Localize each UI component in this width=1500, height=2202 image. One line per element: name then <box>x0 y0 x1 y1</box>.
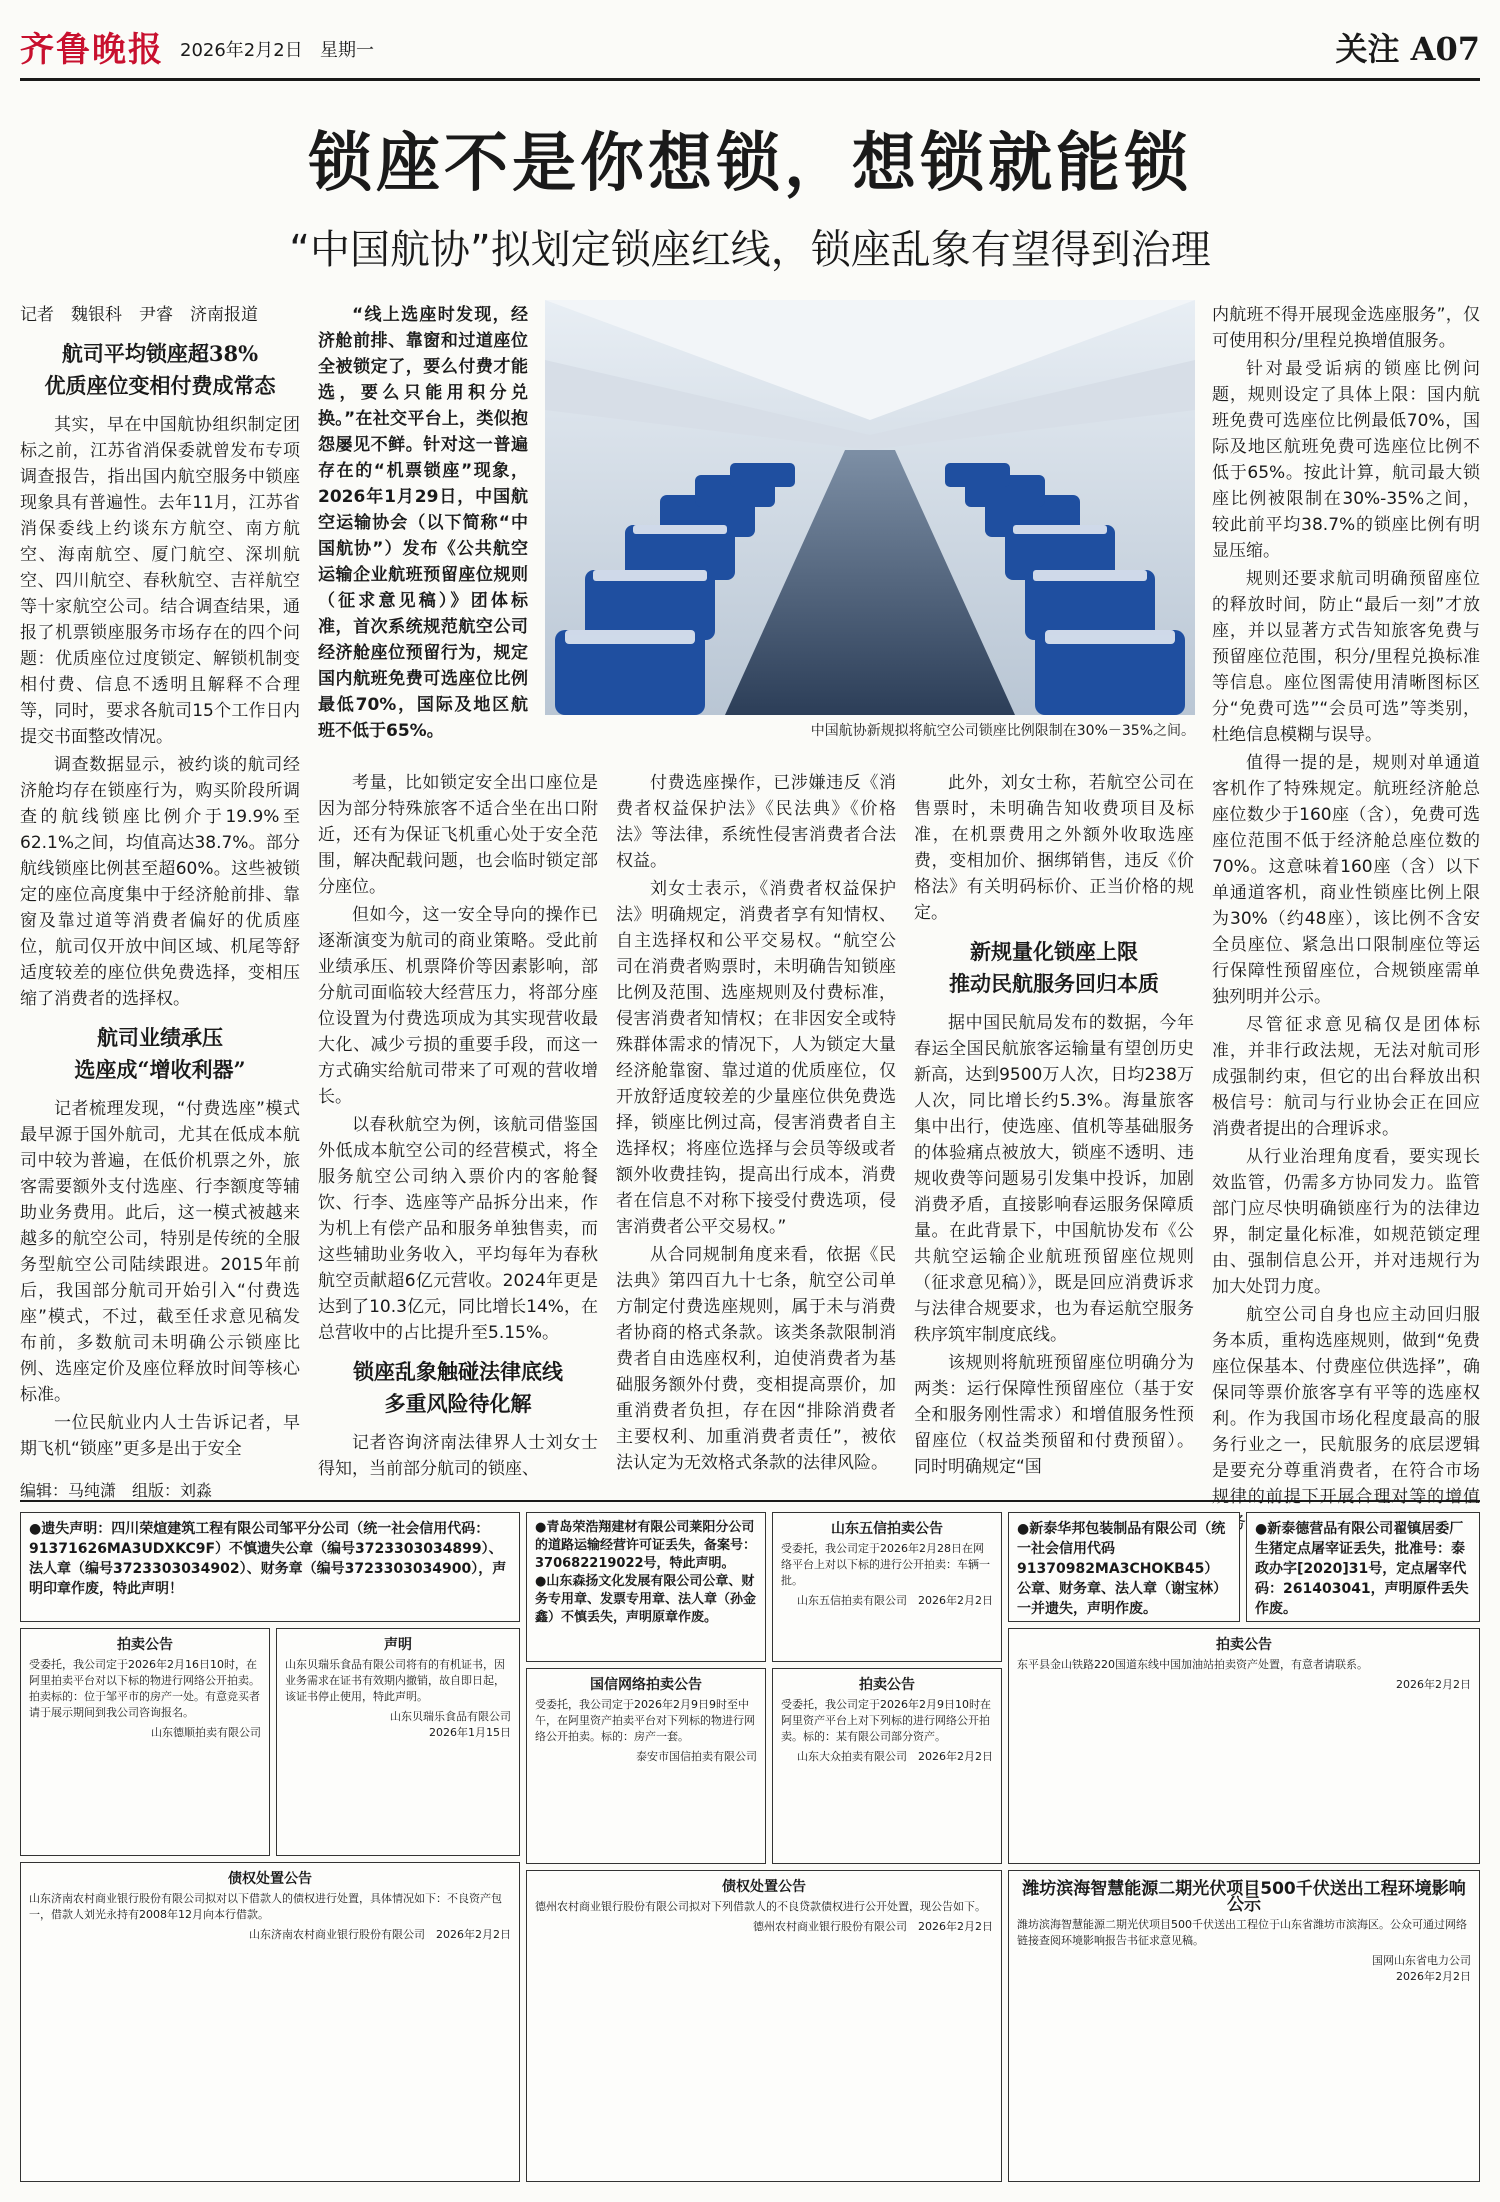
masthead <box>20 18 1480 81</box>
paragraph: 记者梳理发现，“付费选座”模式最早源于国外航司，尤其在低成本航司中较为普遍，在低价机票之外，旅客需要额外支付选座、行李额度等辅助业务费用。此后，这一模式被越来越多的航空公司，特别是传统的全服务型航空公司陆续跟进。2015年前后，我国部分航司开始引入“付费选座”模式，不过，截至任求意见稿发布前，多数航司未明确公示锁座比例、选座定价及座位释放时间等核心标准。 <box>20 1099 300 1405</box>
issue-date: 2026年2月2日 <box>180 40 303 61</box>
ad-text: 潍坊滨海智慧能源二期光伏项目500千伏送出工程位于山东省潍坊市滨海区。公众可通过网络链接查阅环境影响报告书征求意见稿。 <box>1017 1918 1467 1947</box>
ad-text: 山东济南农村商业银行股份有限公司拟对以下借款人的债权进行处置，具体情况如下：不良资产包一，借款人刘光永持有2008年12月向本行借款。 <box>29 1892 502 1921</box>
section-label: 关注 A07 <box>1335 30 1480 68</box>
ad-signature: 德州农村商业银行股份有限公司 2026年2月2日 <box>753 1920 993 1933</box>
paragraph: 航空公司自身也应主动回归服务本质，重构选座规则，做到“免费座位保基本、付费座位供选择”，确保同等票价旅客享有平等的选座权利。作为我国市场化程度最高的服务行业之一，民航服务的底层逻辑是要充分尊重消费者，在符合市场规律的前提下开展合理对等的增值 <box>1212 1305 1480 1507</box>
section-heading-4: 新规量化锁座上限 推动民航服务回归本质 <box>949 939 1159 996</box>
ad-environmental-notice <box>1008 1870 1480 2182</box>
ad-title: 国信网络拍卖公告 <box>590 1677 702 1693</box>
ad-signature: 泰安市国信拍卖有限公司 <box>636 1750 757 1763</box>
ad-lost-seal-xintai <box>1008 1512 1240 1622</box>
ad-title: 声明 <box>384 1637 412 1653</box>
ad-wuxin-auction <box>772 1512 1002 1662</box>
ad-lost-permit-notices <box>526 1512 766 1662</box>
lead-paragraph: “线上选座时发现，经济舱前排、靠窗和过道座位全被锁定了，要么付费才能选，要么只能用积分兑换。”在社交平台上，类似抱怨屡见不鲜。针对这一普遍存在的“机票锁座”现象，2026年1月29日，中国航空运输协会（以下简称“中国航协”）发布《公共航空运输企业航班预留座位规则（征求意见稿）》团体标准，首次系统规范航空公司经济舱座位预留行为，规定国内航班免费可选座位比例最低70%，国际及地区航班不低于65%。 <box>318 305 528 741</box>
ad-lost-seal-notice <box>20 1512 520 1622</box>
section-heading-3: 锁座乱象触碰法律底线 多重风险待化解 <box>353 1359 563 1416</box>
issue-weekday: 星期一 <box>320 40 374 61</box>
paragraph: 该规则将航班预留座位明确分为两类：运行保障性预留座位（基于安全和服务刚性需求）和增值服务性预留座位（权益类预留和付费预留）。同时明确规定“国 <box>914 1353 1194 1477</box>
paragraph: 从行业治理角度看，要实现长效监管，仍需多方协同发力。监管部门应尽快明确锁座行为的法律边界，制定量化标准，如规范锁定理由、强制信息公开，并对违规行为加大处罚力度。 <box>1212 1147 1480 1297</box>
ad-signature: 国网山东省电力公司 2026年2月2日 <box>1372 1954 1471 1983</box>
ad-dazhong-auction <box>772 1668 1002 1864</box>
ad-signature: 山东贝瑞乐食品有限公司 2026年1月15日 <box>390 1710 511 1739</box>
photo-caption: 中国航协新规拟将航空公司锁座比例限制在30%－35%之间。 <box>810 723 1195 739</box>
ad-asset-auction <box>1008 1628 1480 1864</box>
ad-text: 受委托，我公司定于2026年2月9日9时至中午，在阿里资产拍卖平台对下列标的物进行网络公开拍卖。标的：房产一套。 <box>535 1698 755 1743</box>
ad-debt-disposal-dezhou <box>526 1870 1002 2182</box>
ad-text: 德州农村商业银行股份有限公司拟对下列借款人的不良贷款债权进行公开处置，现公告如下。 <box>535 1900 986 1913</box>
ad-text: ●青岛荣浩翔建材有限公司莱阳分公司的道路运输经营许可证丢失，备案号：370682219022号，特此声明。 ●山东森扬文化发展有限公司公章、财务专用章、发票专用章、法人章（孙金鑫）不慎丢失，声明原章作废。 <box>535 1520 757 1625</box>
article-column-3 <box>616 770 896 1473</box>
paragraph: 从合同规制角度来看，依据《民法典》第四百九十七条，航空公司单方制定付费选座规则，属于未与消费者协商的格式条款。该类条款限制消费者自由选座权利，迫使消费者为基础服务额外付费，变相提高票价，加重消费者负担，存在因“排除消费者主要权利、加重消费者责任”，被依法认定为无效格式条款的法律风险。 <box>616 1245 896 1473</box>
paragraph: 尽管征求意见稿仅是团体标准，并非行政法规，无法对航司形成强制约束，但它的出台释放出积极信号：航司与行业协会正在回应消费者提出的合理诉求。 <box>1212 1015 1480 1139</box>
paragraph: 以春秋航空为例，该航司借鉴国外低成本航空公司的经营模式，将全服务航空公司纳入票价内的客舱餐饮、行李、选座等产品拆分出来，作为机上有偿产品和服务单独售卖，而这些辅助业务收入，平均每年为春秋航空贡献超6亿元营收。2024年更是达到了10.3亿元，同比增长14%，在总营收中的占比提升至5.15%。 <box>318 1115 598 1343</box>
ad-title: 债权处置公告 <box>722 1879 806 1895</box>
paragraph: 值得一提的是，规则对单通道客机作了特殊规定。航班经济舱总座位数少于160座（含），免费可选座位范围不低于经济舱总座位数的70%。这意味着160座（含）以下单通道客机，商业性锁座比例上限为30%（约48座），该比例不含安全员座位、紧急出口限制座位等运行保障性预留座位，合规锁座需单独列明并公示。 <box>1212 753 1480 1007</box>
paragraph: 一位民航业内人士告诉记者，早期飞机“锁座”更多是出于安全 <box>20 1413 300 1459</box>
ad-text: ●新泰德营品有限公司翟镇居委厂生猪定点屠宰证丢失，批准号：泰政办字[2020]31号，定点屠宰代码：261403041，声明原件丢失作废。 <box>1255 1521 1469 1617</box>
ad-text: 东平县金山铁路220国道东线中国加油站拍卖资产处置，有意者请联系。 <box>1017 1658 1368 1671</box>
paragraph: 付费选座操作，已涉嫌违反《消费者权益保护法》《民法典》《价格法》等法律，系统性侵害消费者合法权益。 <box>616 773 896 871</box>
paragraph: 刘女士表示，《消费者权益保护法》明确规定，消费者享有知情权、自主选择权和公平交易权。“航空公司在消费者购票时，未明确告知锁座比例及范围、选座规则及付费标准，侵害消费者知情权；在非因安全或特殊群体需求的情况下，人为锁定大量经济舱靠窗、靠过道的优质座位，仅开放舒适度较差的少量座位供免费选择，锁座比例过高，侵害消费者自主选择权；将座位选择与会员等级或者额外收费挂钩，提高出行成本，消费者在信息不对称下接受付费选项，侵害消费者公平交易权。” <box>616 879 896 1237</box>
ad-signature: 山东德顺拍卖有限公司 <box>151 1726 261 1739</box>
ad-title: 山东五信拍卖公告 <box>831 1521 943 1537</box>
ad-title: 拍卖公告 <box>859 1677 915 1693</box>
ad-signature: 山东济南农村商业银行股份有限公司 2026年2月2日 <box>249 1928 511 1941</box>
ad-auction-notice <box>20 1628 270 1856</box>
article-column-2 <box>318 770 598 1479</box>
subheadline: “中国航协”拟划定锁座红线，锁座乱象有望得到治理 <box>289 227 1211 273</box>
paragraph: 考量，比如锁定安全出口座位是因为部分特殊旅客不适合坐在出口附近，还有为保证飞机重心处于安全范围，解决配载问题，也会临时锁定部分座位。 <box>318 773 598 897</box>
ad-signature: 2026年2月2日 <box>1396 1678 1471 1691</box>
ad-debt-disposal-jinan <box>20 1862 520 2182</box>
newspaper-logo: 齐鲁晚报 <box>20 30 164 70</box>
article-column-2-top <box>318 302 528 741</box>
paragraph: 记者咨询济南法律界人士刘女士得知，当前部分航司的锁座、 <box>318 1433 598 1479</box>
ads-divider <box>20 1500 1480 1502</box>
ad-text: 受委托，我公司定于2026年2月9日10时在阿里资产平台上对下列标的进行网络公开拍卖。标的：某有限公司部分资产。 <box>781 1698 991 1743</box>
section-heading-2: 航司业绩承压 选座成“增收利器” <box>74 1025 246 1082</box>
article-column-1 <box>20 302 300 1470</box>
ad-text: 受委托，我公司定于2026年2月28日在网络平台上对以下标的进行公开拍卖：车辆一批。 <box>781 1542 990 1587</box>
ad-title: 债权处置公告 <box>228 1871 312 1887</box>
ad-title: 潍坊滨海智慧能源二期光伏项目500千伏送出工程环境影响公示 <box>1022 1879 1466 1915</box>
editor-credit: 编辑：马纯潇 组版：刘淼 <box>20 1481 213 1500</box>
article-column-4 <box>914 770 1194 1477</box>
paragraph: 内航班不得开展现金选座服务”，仅可使用积分/里程兑换增值服务。 <box>1212 305 1480 351</box>
paragraph: 针对最受诟病的锁座比例问题，规则设定了具体上限：国内航班免费可选座位比例最低70%，国际及地区航班免费可选座位比例不低于65%。按此计算，航司最大锁座比例被限制在30%-35%之间，较此前平均38.7%的锁座比例有明显压缩。 <box>1212 359 1480 561</box>
article-column-5 <box>1212 302 1480 1507</box>
ad-signature: 山东大众拍卖有限公司 2026年2月2日 <box>797 1750 993 1763</box>
ad-lost-license <box>1246 1512 1480 1622</box>
headline: 锁座不是你想锁，想锁就能锁 <box>308 126 1192 201</box>
ad-statement <box>276 1628 520 1856</box>
ad-title: 拍卖公告 <box>1216 1637 1272 1653</box>
ad-text: ●新泰华邦包装制品有限公司（统一社会信用代码91370982MA3CHOKB45）公章、财务章、法人章（谢宝林）一并遗失，声明作废。 <box>1017 1521 1227 1617</box>
paragraph: 但如今，这一安全导向的操作已逐渐演变为航司的商业策略。受此前业绩承压、机票降价等因素影响，部分航司面临较大经营压力，将部分座位设置为付费选项成为其实现营收最大化、减少亏损的重要手段，而这一方式确实给航司带来了可观的营收增长。 <box>318 905 598 1107</box>
section-heading-1: 航司平均锁座超38% 优质座位变相付费成常态 <box>44 341 276 398</box>
byline: 记者 魏银科 尹睿 济南报道 <box>20 305 258 325</box>
paragraph: 调查数据显示，被约谈的航司经济舱均存在锁座行为，购买阶段所调查的航线锁座比例介于19.9%至62.1%之间，均值高达38.7%。部分航线锁座比例甚至超60%。这些被锁定的座位高度集中于经济舱前排、靠窗及靠过道等消费者偏好的优质座位，航司仅开放中间区域、机尾等舒适度较差的座位供免费选择，变相压缩了消费者的选择权。 <box>20 755 300 1009</box>
paragraph: 据中国民航局发布的数据，今年春运全国民航旅客运输量有望创历史新高，达到9500万人次，日均238万人次，同比增长约5.3%。海量旅客集中出行，使选座、值机等基础服务的体验痛点被放大，锁座不透明、违规收费等问题易引发集中投诉，加剧消费矛盾，直接影响春运服务保障质量。在此背景下，中国航协发布《公共航空运输企业航班预留座位规则（征求意见稿）》，既是回应消费诉求与法律合规要求，也为春运航空服务秩序筑牢制度底线。 <box>914 1013 1194 1345</box>
ad-text: 受委托，我公司定于2026年2月16日10时，在阿里拍卖平台对以下标的物进行网络公开拍卖。拍卖标的：位于邹平市的房产一处。有意竞买者请于展示期间到我公司咨询报名。 <box>29 1658 260 1719</box>
ad-title: 拍卖公告 <box>117 1637 173 1653</box>
ad-signature: 山东五信拍卖有限公司 2026年2月2日 <box>797 1594 993 1607</box>
ad-text: 山东贝瑞乐食品有限公司将有的有机证书，因业务需求在证书有效期内撤销，故自即日起，该证书停止使用，特此声明。 <box>285 1658 505 1703</box>
paragraph: 此外，刘女士称，若航空公司在售票时，未明确告知收费项目及标准，在机票费用之外额外收取选座费，变相加价、捆绑销售，违反《价格法》有关明码标价、正当价格的规定。 <box>914 773 1194 923</box>
airplane-cabin-image <box>545 300 1195 715</box>
ad-text: ●遗失声明：四川荣煊建筑工程有限公司邹平分公司（统一社会信用代码：91371626MA3UDXKC9F）不慎遗失公章（编号3723303034899）、法人章（编号3723303034902）、财务章（编号3723303034900），声明印章作废，特此声明！ <box>29 1521 507 1597</box>
paragraph: 规则还要求航司明确预留座位的释放时间，防止“最后一刻”才放座，并以显著方式告知旅客免费与预留座位范围，积分/里程兑换标准等信息。座位图需使用清晰图标区分“免费可选”“会员可选”等类别，杜绝信息模糊与误导。 <box>1212 569 1480 745</box>
ad-guoxin-auction <box>526 1668 766 1864</box>
cabin-photo <box>545 300 1195 715</box>
paragraph: 其实，早在中国航协组织制定团标之前，江苏省消保委就曾发布专项调查报告，指出国内航空服务中锁座现象具有普遍性。去年11月，江苏省消保委线上约谈东方航空、南方航空、海南航空、厦门航空、深圳航空、四川航空、春秋航空、吉祥航空等十家航空公司。结合调查结果，通报了机票锁座服务市场存在的四个问题：优质座位过度锁定、解锁机制变相付费、信息不透明且解释不合理等，同时，要求各航司15个工作日内提交书面整改情况。 <box>20 415 300 747</box>
